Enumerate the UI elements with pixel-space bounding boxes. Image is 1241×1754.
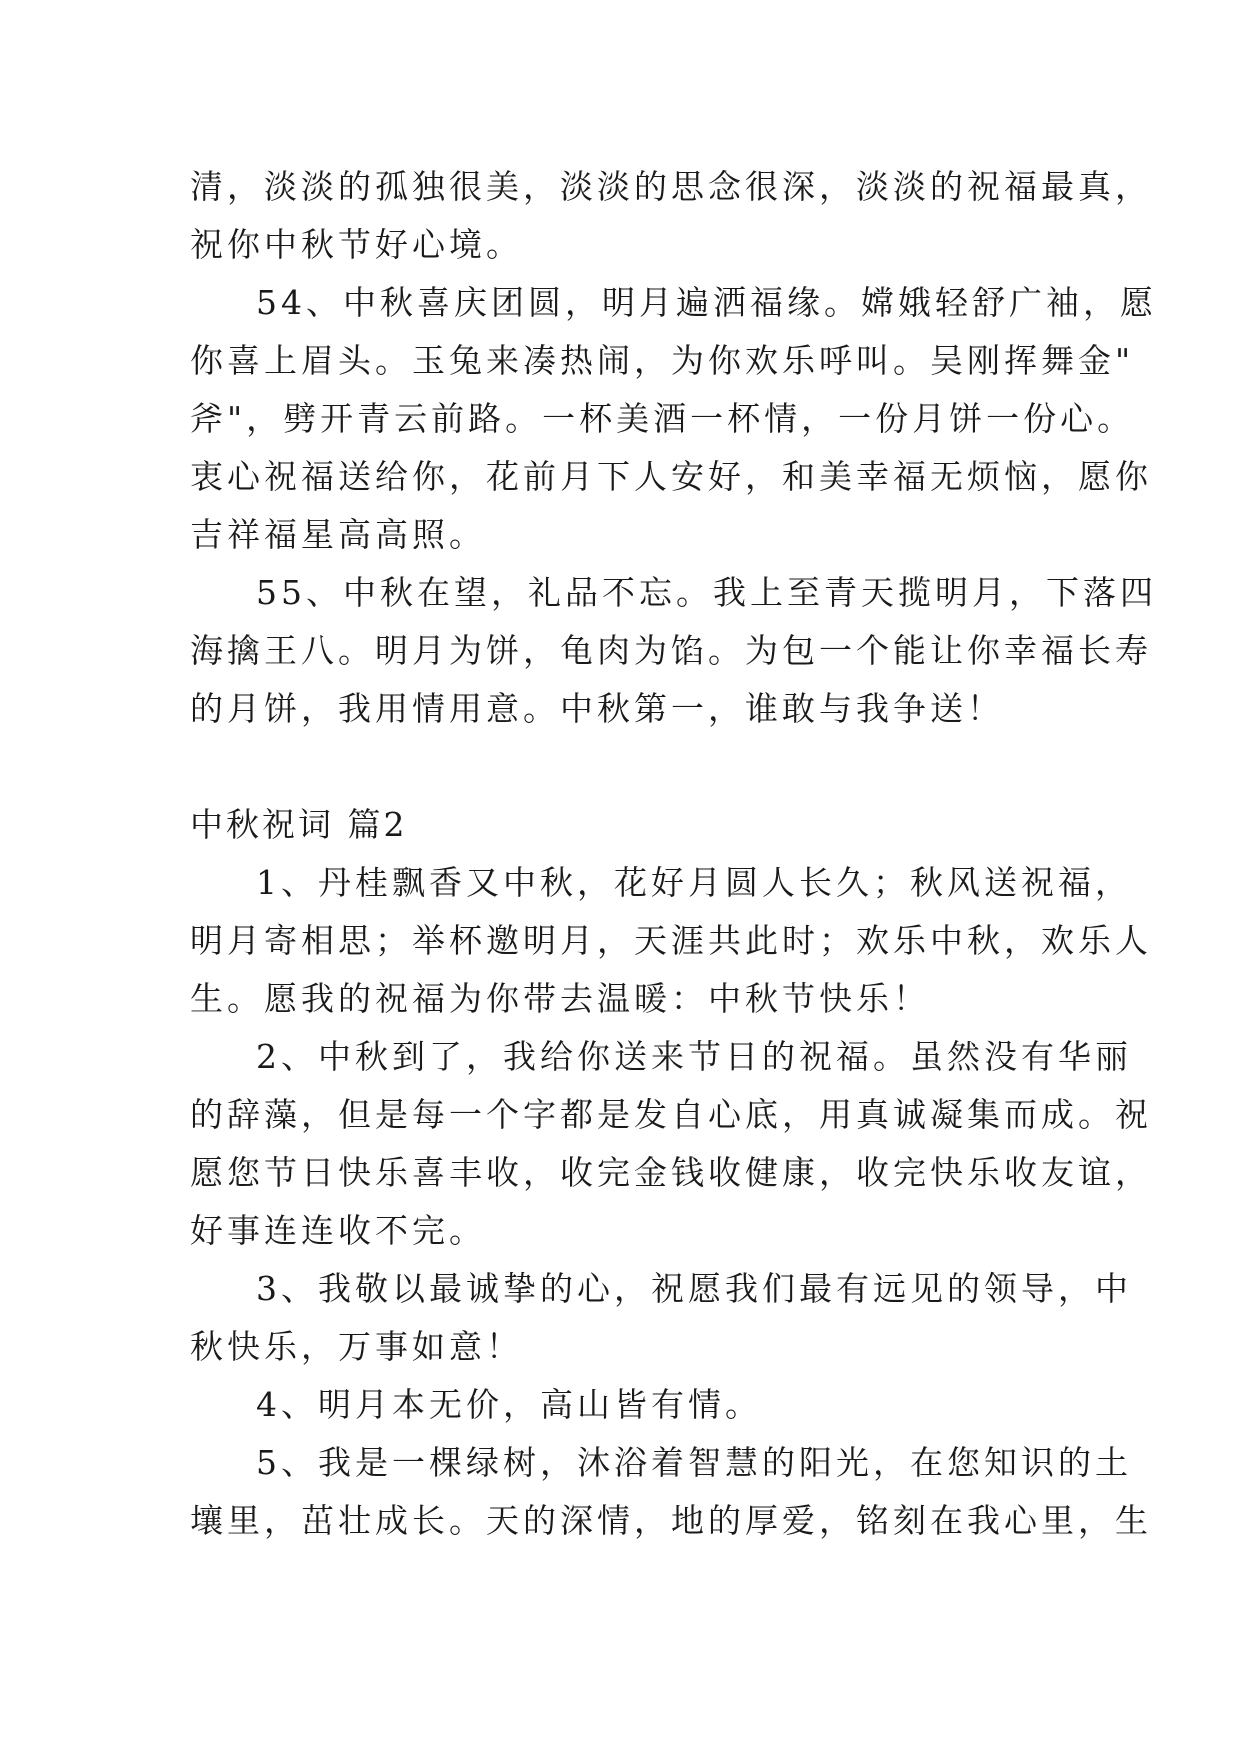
text-line: 5、我是一棵绿树，沐浴着智慧的阳光，在您知识的土 [256, 1443, 1132, 1482]
text-line: 祝你中秋节好心境。 [190, 225, 523, 264]
text-line: 斧"，劈开青云前路。一杯美酒一杯情，一份月饼一份心。 [190, 399, 1135, 438]
paragraph-item-2 [190, 1028, 1152, 1260]
text-line: 壤里，茁壮成长。天的深情，地的厚爱，铭刻在我心里，生 [190, 1501, 1152, 1540]
text-line: 1、丹桂飘香又中秋，花好月圆人长久；秋风送祝福， [256, 863, 1132, 902]
text-line: 54、中秋喜庆团圆，明月遍洒福缘。嫦娥轻舒广袖，愿 [256, 283, 1157, 322]
paragraph-item-54 [190, 274, 1157, 564]
document-page [190, 158, 1157, 1550]
text-line: 生。愿我的祝福为你带去温暖：中秋节快乐！ [190, 979, 930, 1018]
text-line: 秋快乐，万事如意！ [190, 1327, 523, 1366]
text-line: 4、明月本无价，高山皆有情。 [256, 1385, 762, 1424]
text-line: 衷心祝福送给你，花前月下人安好，和美幸福无烦恼，愿你 [190, 457, 1152, 496]
section-spacer [190, 738, 1070, 796]
section-heading: 中秋祝词 篇2 [190, 805, 408, 844]
text-line: 清，淡淡的孤独很美，淡淡的思念很深，淡淡的祝福最真， [190, 167, 1152, 206]
paragraph-continued [190, 158, 1152, 274]
text-line: 2、中秋到了，我给你送来节日的祝福。虽然没有华丽 [256, 1037, 1132, 1076]
text-line: 的辞藻，但是每一个字都是发自心底，用真诚凝集而成。祝 [190, 1095, 1152, 1134]
text-line: 明月寄相思；举杯邀明月，天涯共此时；欢乐中秋，欢乐人 [190, 921, 1152, 960]
paragraph-item-3 [190, 1260, 1132, 1376]
text-line: 55、中秋在望，礼品不忘。我上至青天揽明月，下落四 [256, 573, 1157, 612]
text-line: 海擒王八。明月为饼，龟肉为馅。为包一个能让你幸福长寿 [190, 631, 1152, 670]
text-line: 吉祥福星高高照。 [190, 515, 486, 554]
text-line: 的月饼，我用情用意。中秋第一，谁敢与我争送！ [190, 689, 1004, 728]
text-line: 好事连连收不完。 [190, 1211, 486, 1250]
paragraph-item-5 [190, 1434, 1152, 1550]
paragraph-item-1 [190, 854, 1152, 1028]
paragraph-item-4 [190, 1376, 1070, 1434]
text-line: 3、我敬以最诚挚的心，祝愿我们最有远见的领导，中 [256, 1269, 1132, 1308]
paragraph-item-55 [190, 564, 1157, 738]
text-line: 愿您节日快乐喜丰收，收完金钱收健康，收完快乐收友谊， [190, 1153, 1152, 1192]
text-line: 你喜上眉头。玉兔来凑热闹，为你欢乐呼叫。吴刚挥舞金" [190, 341, 1135, 380]
